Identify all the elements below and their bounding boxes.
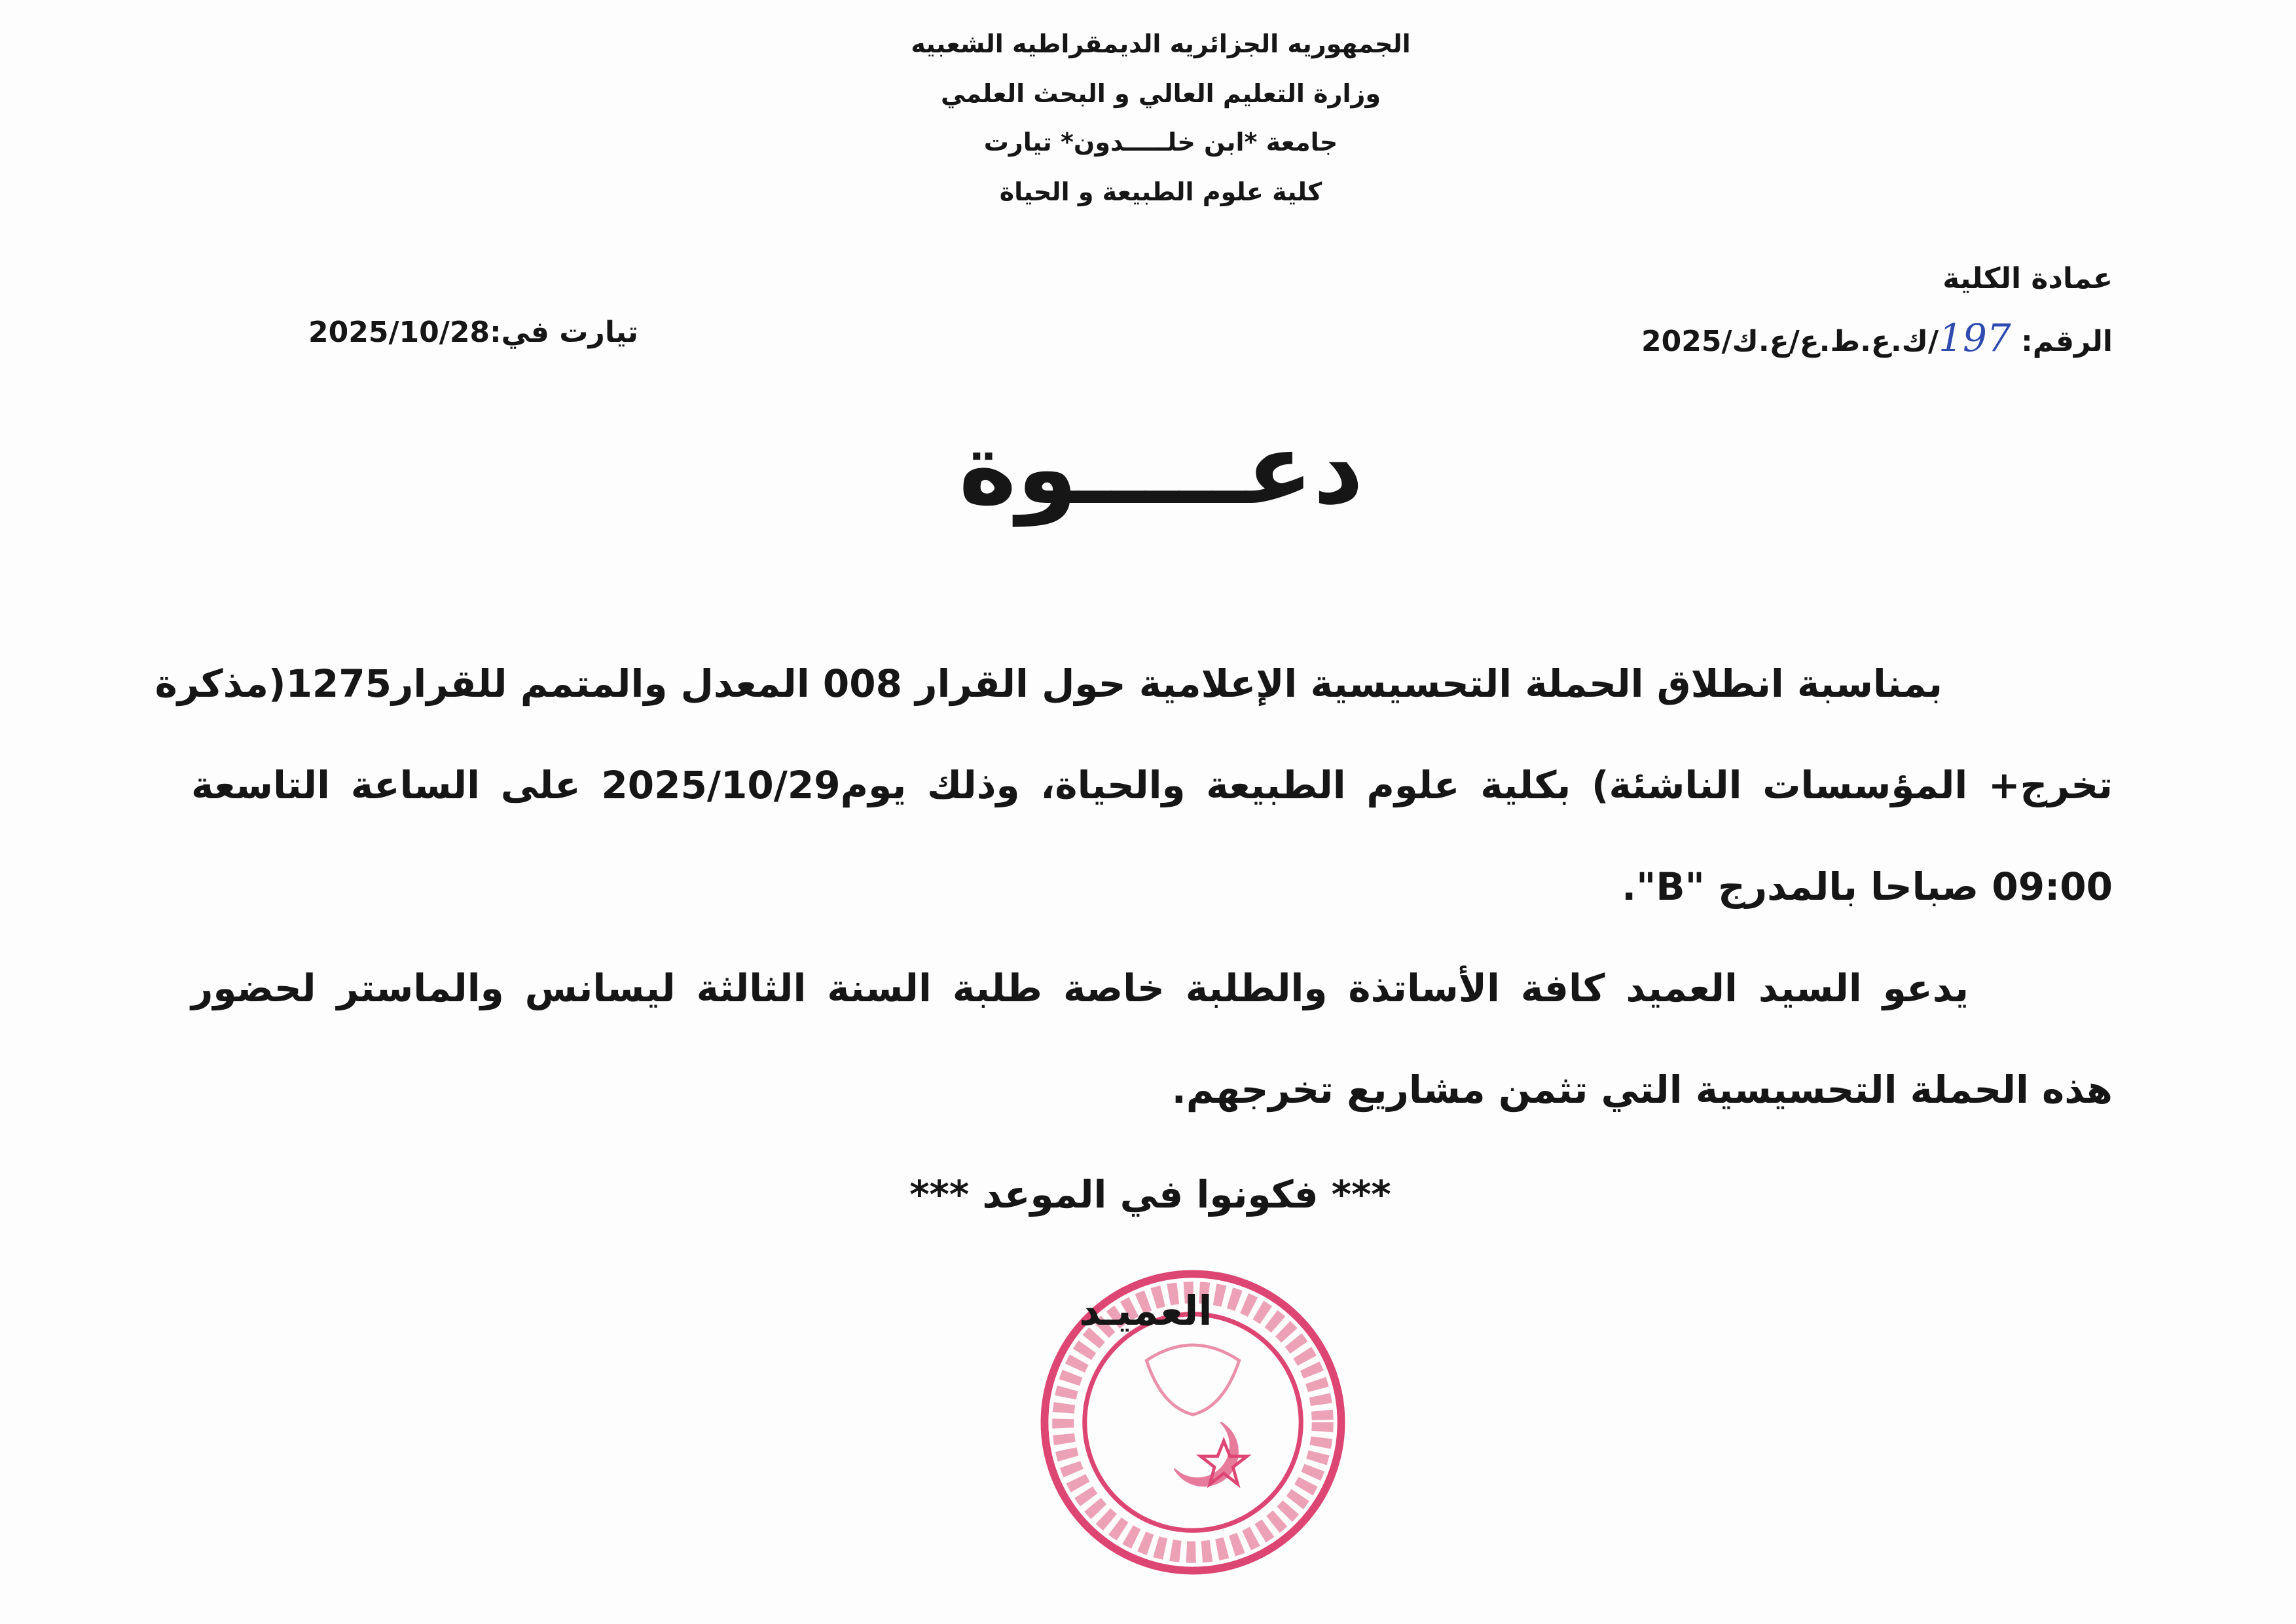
office-label: عمادة الكلية <box>1942 262 2113 295</box>
header-university: جامعة *ابن خلـــــدون* تيارت <box>983 128 1338 157</box>
body-line: هذه الحملة التحسيسية التي تثمن مشاريع تخرجهم. <box>1171 1067 2113 1112</box>
closing-line: *** فكونوا في الموعد *** <box>909 1172 1391 1217</box>
body-line: تخرج+ المؤسسات الناشئة) بكلية علوم الطبيعة والحياة، وذلك يوم2025/10/29 على الساعة التاسعة <box>191 763 2113 807</box>
header-ministry: وزارة التعليم العالي و البحث العلمي <box>941 79 1381 108</box>
document-title: دعـــــوة <box>958 413 1364 526</box>
header-republic: الجمهوريه الجزائريه الديمقراطيه الشعبيه <box>911 29 1411 58</box>
header-faculty: كلية علوم الطبيعة و الحياة <box>999 177 1322 206</box>
reference-label: الرقم: <box>2021 325 2113 358</box>
handwritten-number: 197 <box>1939 316 2011 360</box>
reference-suffix: /ك.ع.ط.ع/ع.ك/2025 <box>1641 325 1939 358</box>
reference-number <box>1641 316 2113 360</box>
document-date: تيارت في:2025/10/28 <box>308 316 638 349</box>
body-line: بمناسبة انطلاق الحملة التحسيسية الإعلامية حول القرار 008 المعدل والمتمم للقرار1275(مذكرة <box>155 661 1942 706</box>
body-line: 09:00 صباحا بالمدرج "B". <box>1622 864 2113 909</box>
signature-title: العميـد <box>1079 1287 1212 1335</box>
body-line: يدعو السيد العميد كافة الأساتذة والطلبة خاصة طلبة السنة الثالثة ليسانس والماستر لحضور <box>191 966 1969 1010</box>
